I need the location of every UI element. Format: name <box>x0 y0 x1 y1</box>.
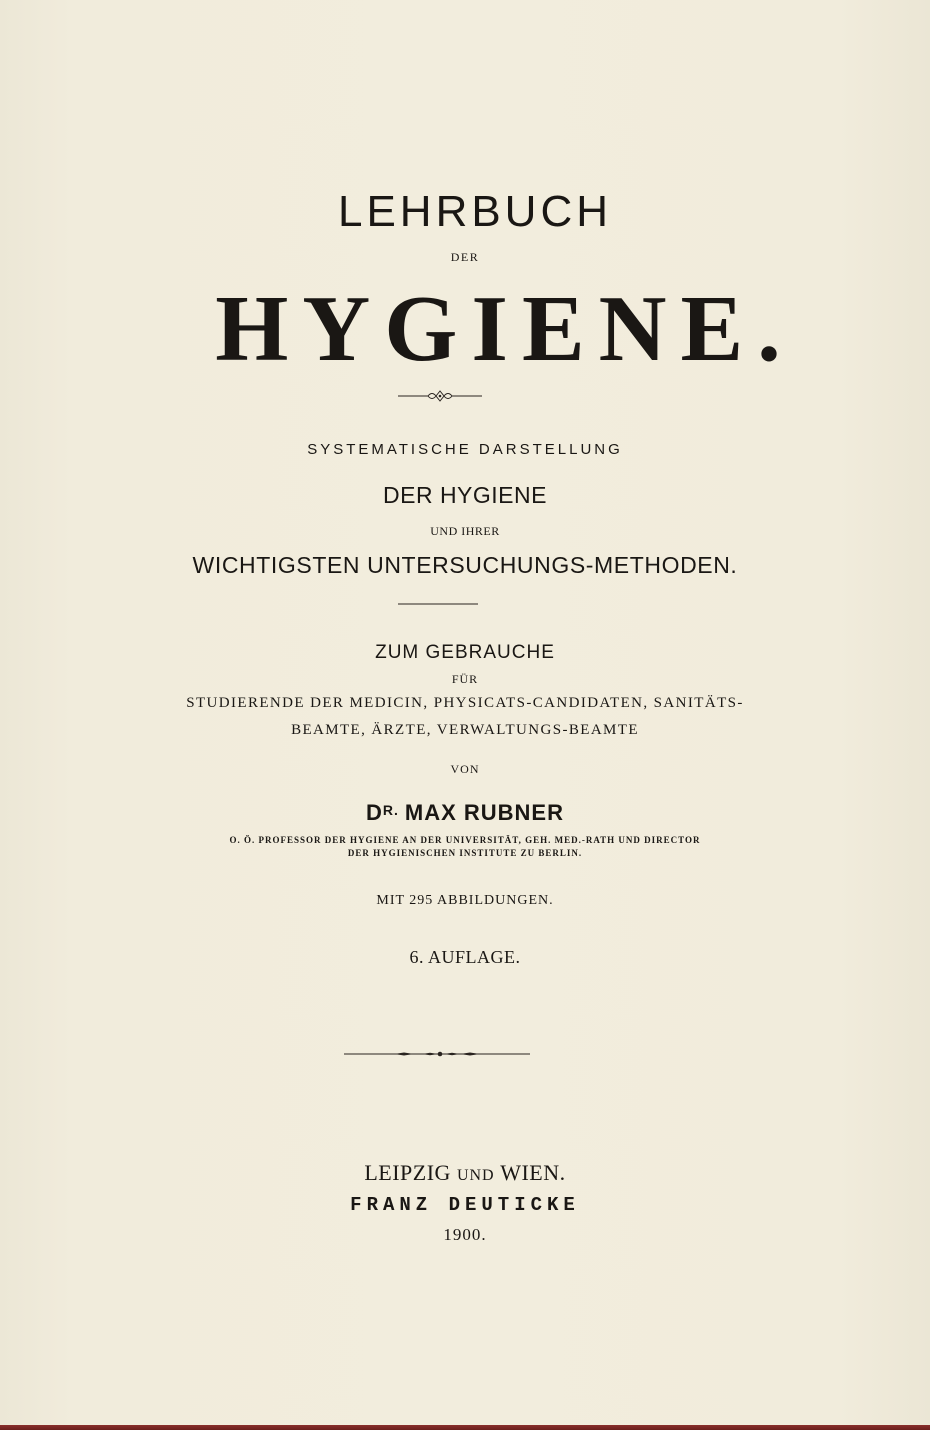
author-von: VON <box>450 762 480 776</box>
title-der: DER <box>450 250 480 264</box>
ornament-divider-top <box>398 389 482 403</box>
ornament-divider-bottom <box>344 1048 530 1060</box>
title-lehrbuch: LEHRBUCH <box>337 187 613 236</box>
audience-intro: ZUM GEBRAUCHE <box>375 642 555 663</box>
author-prefix-sup: R. <box>382 802 399 818</box>
audience-fur: FÜR <box>451 672 479 686</box>
audience-line-2: BEAMTE, ÄRZTE, VERWALTUNGS-BEAMTE <box>291 722 639 738</box>
author-name-line <box>0 802 930 824</box>
imprint-city-2: WIEN. <box>500 1160 566 1185</box>
author-name: MAX RUBNER <box>404 800 564 825</box>
imprint-und: UND <box>456 1167 495 1184</box>
subtitle-line-1: SYSTEMATISCHE DARSTELLUNG <box>307 441 623 458</box>
imprint-city-1: LEIPZIG <box>364 1160 451 1185</box>
audience-line-1: STUDIERENDE DER MEDICIN, PHYSICATS-CANDIDATEN, SANITÄTS- <box>186 695 744 711</box>
subtitle-line-4: WICHTIGSTEN UNTERSUCHUNGS-METHODEN. <box>192 552 738 578</box>
imprint-city <box>0 1162 930 1184</box>
subtitle-line-2: DER HYGIENE <box>383 482 547 508</box>
author-prefix: D <box>365 800 383 825</box>
title-hygiene: HYGIENE. <box>215 277 795 381</box>
imprint-year: 1900. <box>443 1225 487 1244</box>
edition: 6. AUFLAGE. <box>409 947 521 967</box>
illustrations-count: MIT 295 ABBILDUNGEN. <box>376 893 554 908</box>
imprint-publisher: FRANZ DEUTICKE <box>350 1194 580 1216</box>
page-bottom-edge <box>0 1425 930 1430</box>
author-affiliation-2: DER HYGIENISCHEN INSTITUTE ZU BERLIN. <box>347 848 583 858</box>
subtitle-line-3: UND IHRER <box>430 524 500 538</box>
rule-divider <box>398 601 478 607</box>
author-affiliation-1: O. Ö. PROFESSOR DER HYGIENE AN DER UNIVERSITÄT, GEH. MED.-RATH UND DIRECTOR <box>229 835 701 845</box>
